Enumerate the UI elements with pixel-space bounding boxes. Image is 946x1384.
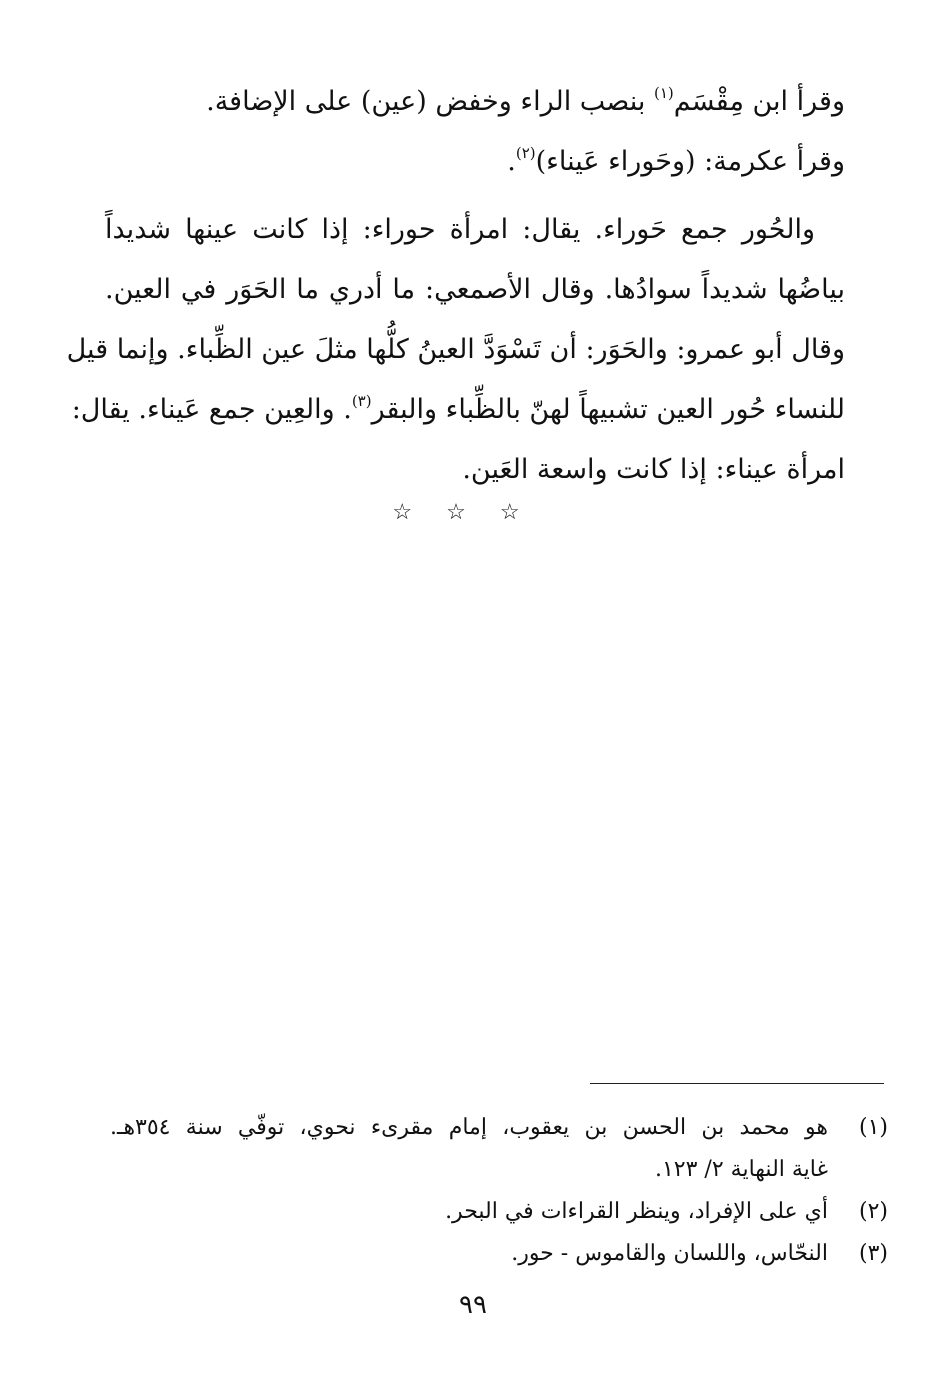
paragraph-3-line-5: امرأة عيناء: إذا كانت واسعة العَين. [462, 454, 845, 485]
paragraph-3-line-3: وقال أبو عمرو: والحَوَر: أن تَسْوَدَّ العينُ كلُّها مثلَ عين الظِّباء. وإنما قيل [66, 334, 845, 365]
footnote-line: غاية النهاية ٢/ ١٢٣. [654, 1157, 828, 1182]
footnote-divider [590, 1083, 884, 1084]
main-text [66, 72, 845, 500]
paragraph-3-line-4 [71, 380, 845, 440]
footnote-line: هو محمد بن الحسن بن يعقوب، إمام مقرىء نحوي، توفّي سنة ٣٥٤هـ. [110, 1115, 828, 1140]
footnote-ref-3: (٣) [351, 392, 372, 410]
paragraph-1-text-a: وقرأ ابن مِقْسَم [673, 86, 845, 117]
footnote-number: (١) [858, 1115, 888, 1140]
footnote-1 [110, 1107, 888, 1191]
footnotes [110, 1107, 888, 1275]
paragraph-2 [105, 132, 845, 192]
star-icon: ☆ [499, 500, 554, 525]
paragraph-3-line-4-b: . والعِين جمع عَيناء. يقال: [71, 394, 352, 425]
footnote-number: (٢) [858, 1199, 888, 1224]
paragraph-3-line-2: بياضُها شديداً سوادُها. وقال الأصمعي: ما أدري ما الحَوَر في العين. [105, 274, 845, 305]
paragraph-2-text-a: وقرأ عكرمة: (وحَوراء عَيناء) [535, 146, 845, 177]
footnote-body [110, 1191, 828, 1233]
paragraph-1-text-b: بنصب الراء وخفض (عين) على الإضافة. [206, 86, 654, 117]
paragraph-2-text-b: . [507, 146, 516, 177]
paragraph-3-line-1: والحُور جمع حَوراء. يقال: امرأة حوراء: إذا كانت عينها شديداً [105, 214, 815, 245]
footnote-body [110, 1107, 828, 1191]
paragraph-1 [105, 72, 845, 132]
star-icon: ☆ [446, 500, 500, 525]
footnote-2 [110, 1191, 888, 1233]
paragraph-3 [66, 200, 845, 500]
footnote-3 [110, 1233, 888, 1275]
footnote-number: (٣) [858, 1241, 888, 1266]
footnote-ref-1: (١) [653, 84, 674, 102]
footnote-line: النحّاس، واللسان والقاموس - حور. [511, 1241, 828, 1266]
paragraph-3-line-4-a: للنساء حُور العين تشبيهاً لهنّ بالظِّباء والبقر [371, 394, 845, 425]
page-number: ٩٩ [459, 1290, 487, 1320]
footnote-body [110, 1233, 828, 1275]
star-icon: ☆ [392, 500, 447, 525]
section-separator [0, 500, 946, 525]
footnote-line: أي على الإفراد، وينظر القراءات في البحر. [445, 1199, 828, 1224]
footnote-ref-2: (٢) [515, 144, 536, 162]
